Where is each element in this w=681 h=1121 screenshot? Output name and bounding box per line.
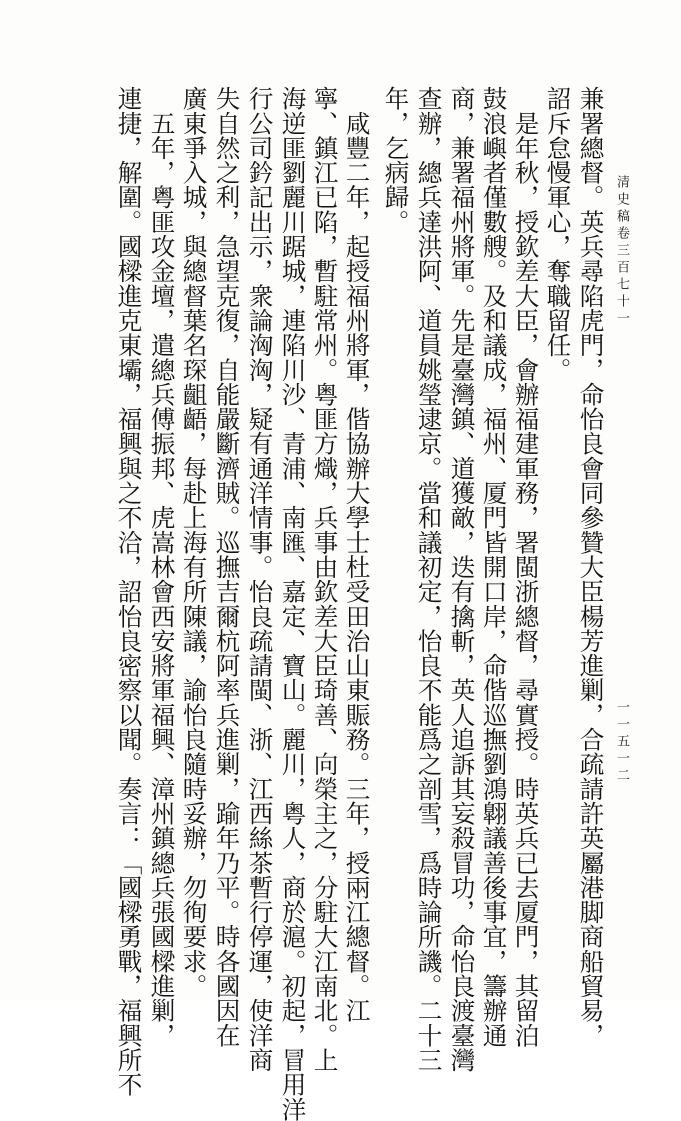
text-column: 是年秋，授欽差大臣，會辦福建軍務，署閩浙總督，尋實授。時英兵已去厦門，其留泊 [511,86,541,1048]
book-title-header: 清史稿卷三百七十一 [614,175,629,328]
text-column: 失自然之利，急望克復，自能嚴斷濟賊。巡撫吉爾杭阿率兵進剿，踰年乃平。時各國因在 [212,86,242,1048]
text-column: 查辦，總兵達洪阿、道員姚瑩逮京。當和議初定，怡良不能爲之剖雪，爲時論所譏。二十三 [414,86,444,1072]
text-column: 兼署總督。英兵尋陷虎門，命怡良會同參贊大臣楊芳進剿，合疏請許英屬港脚商船貿易， [576,86,606,1048]
text-column: 詔斥怠慢軍心，奪職留任。 [543,86,573,382]
page-number: 一一五一二 [614,700,629,785]
text-column: 連捷，解圍。國樑進克東壩，福興與之不洽，詔怡良密察以聞。奏言：「國樑勇戰，福興所不 [114,86,144,1097]
text-column: 海逆匪劉麗川踞城，連陷川沙、青浦、南匯、嘉定、寶山。麗川，粤人，商於滬。初起，冒用洋 [278,86,308,1121]
text-column: 年，乞病歸。 [381,86,411,234]
text-column: 商，兼署福州將軍。先是臺灣鎮、道獲敵，迭有擒斬，英人追訴其妄殺冒功，命怡良渡臺灣 [447,86,477,1072]
text-column: 咸豐二年，起授福州將軍，偕協辦大學士杜受田治山東賑務。三年，授兩江總督。江 [342,86,372,1023]
text-column: 寧、鎮江已陷，暫駐常州。粤匪方熾，兵事由欽差大臣琦善、向榮主之，分駐大江南北。上 [310,86,340,1072]
text-column: 五年，粤匪攻金壇，遣總兵傅振邦、虎嵩林會西安將軍福興、漳州鎮總兵張國樑進剿， [147,86,177,1048]
text-column: 鼓浪嶼者僅數艘。及和議成，福州、厦門皆開口岸，命偕巡撫劉鴻翺議善後事宜，籌辦通 [479,86,509,1048]
text-column: 行公司鈐記出示，衆論洶洶，疑有通洋情事。怡良疏請閩、浙、江西絲茶暫行停運，使洋商 [245,86,275,1072]
text-column: 廣東爭入城，與總督葉名琛齟齬，每赴上海有所陳議，諭怡良隨時妥辦，勿徇要求。 [179,86,209,999]
